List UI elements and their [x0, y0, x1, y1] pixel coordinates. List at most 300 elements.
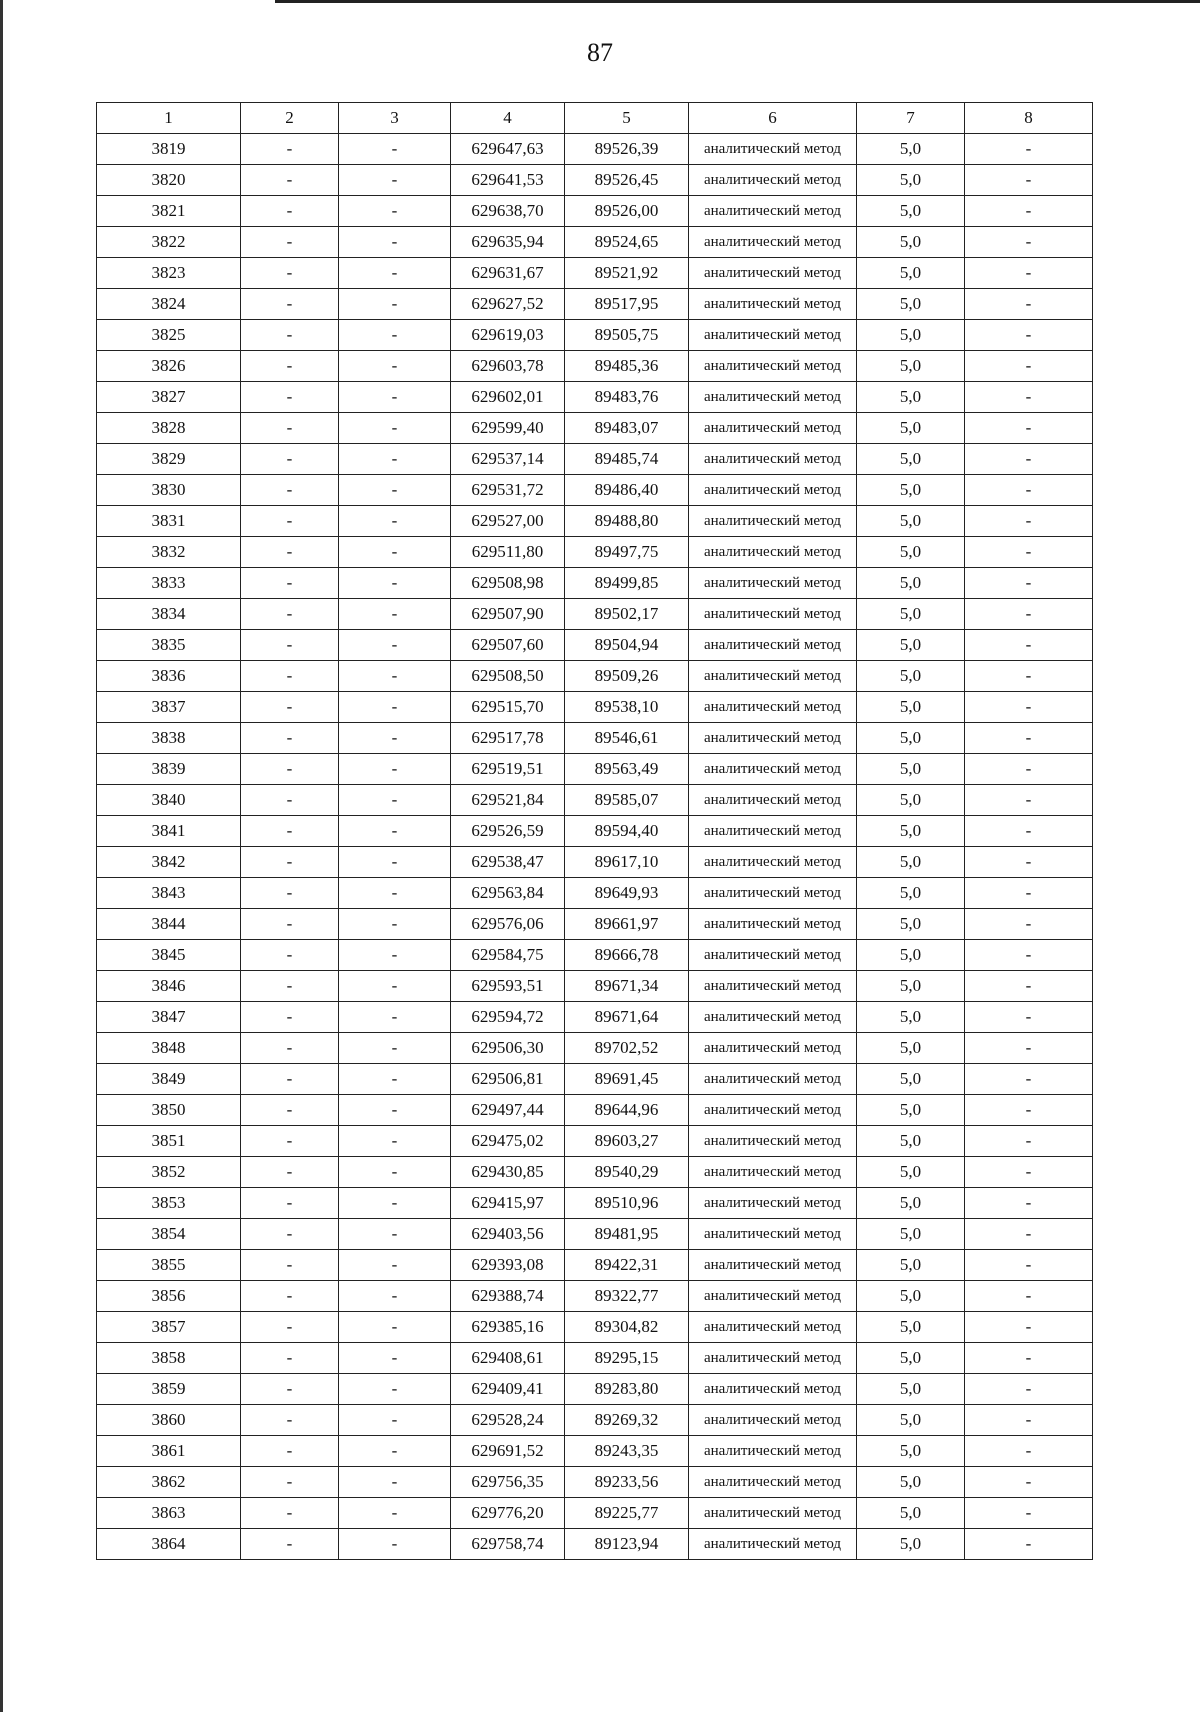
table-cell-col-5: 89563,49 [565, 754, 689, 785]
table-cell-col-3: - [339, 444, 451, 475]
table-cell-col-8: - [965, 1405, 1093, 1436]
table-cell-col-8: - [965, 1250, 1093, 1281]
table-cell-col-5: 89517,95 [565, 289, 689, 320]
table-cell-col-6: аналитический метод [689, 1250, 857, 1281]
table-cell-col-8: - [965, 1219, 1093, 1250]
table-cell-col-1: 3861 [97, 1436, 241, 1467]
table-cell-col-3: - [339, 1002, 451, 1033]
table-cell-col-3: - [339, 785, 451, 816]
table-cell-col-4: 629691,52 [451, 1436, 565, 1467]
table-cell-col-6: аналитический метод [689, 630, 857, 661]
table-cell-col-3: - [339, 847, 451, 878]
table-cell-col-6: аналитический метод [689, 1126, 857, 1157]
table-cell-col-1: 3846 [97, 971, 241, 1002]
table-cell-col-8: - [965, 444, 1093, 475]
table-row [97, 568, 1093, 599]
table-row [97, 1281, 1093, 1312]
table-cell-col-2: - [241, 723, 339, 754]
table-cell-col-1: 3820 [97, 165, 241, 196]
table-cell-col-5: 89483,76 [565, 382, 689, 413]
table-cell-col-5: 89243,35 [565, 1436, 689, 1467]
table-cell-col-3: - [339, 754, 451, 785]
table-cell-col-8: - [965, 692, 1093, 723]
table-cell-col-3: - [339, 971, 451, 1002]
table-cell-col-6: аналитический метод [689, 909, 857, 940]
table-cell-col-4: 629408,61 [451, 1343, 565, 1374]
table-cell-col-8: - [965, 1498, 1093, 1529]
table-cell-col-7: 5,0 [857, 1095, 965, 1126]
table-cell-col-1: 3831 [97, 506, 241, 537]
table-cell-col-1: 3864 [97, 1529, 241, 1560]
table-row [97, 971, 1093, 1002]
table-cell-col-4: 629506,81 [451, 1064, 565, 1095]
table-cell-col-6: аналитический метод [689, 1095, 857, 1126]
table-cell-col-2: - [241, 1064, 339, 1095]
table-cell-col-3: - [339, 1219, 451, 1250]
table-cell-col-7: 5,0 [857, 723, 965, 754]
table-cell-col-7: 5,0 [857, 134, 965, 165]
column-header-5: 5 [565, 103, 689, 134]
table-cell-col-7: 5,0 [857, 1467, 965, 1498]
table-row [97, 134, 1093, 165]
table-cell-col-2: - [241, 909, 339, 940]
table-cell-col-4: 629537,14 [451, 444, 565, 475]
table-cell-col-5: 89661,97 [565, 909, 689, 940]
table-cell-col-2: - [241, 1312, 339, 1343]
table-cell-col-7: 5,0 [857, 475, 965, 506]
table-cell-col-1: 3837 [97, 692, 241, 723]
table-cell-col-2: - [241, 1374, 339, 1405]
table-row [97, 1033, 1093, 1064]
table-cell-col-2: - [241, 661, 339, 692]
table-cell-col-6: аналитический метод [689, 1219, 857, 1250]
table-cell-col-7: 5,0 [857, 1188, 965, 1219]
table-cell-col-7: 5,0 [857, 351, 965, 382]
column-header-2: 2 [241, 103, 339, 134]
table-cell-col-6: аналитический метод [689, 723, 857, 754]
table-cell-col-2: - [241, 599, 339, 630]
table-cell-col-8: - [965, 351, 1093, 382]
table-cell-col-8: - [965, 909, 1093, 940]
column-header-1: 1 [97, 103, 241, 134]
top-border-line [275, 0, 1200, 3]
table-cell-col-8: - [965, 1033, 1093, 1064]
table-cell-col-3: - [339, 289, 451, 320]
table-cell-col-5: 89671,34 [565, 971, 689, 1002]
table-cell-col-6: аналитический метод [689, 692, 857, 723]
table-cell-col-5: 89269,32 [565, 1405, 689, 1436]
table-cell-col-4: 629603,78 [451, 351, 565, 382]
left-border-line [0, 0, 3, 1712]
table-cell-col-3: - [339, 1188, 451, 1219]
table-cell-col-2: - [241, 971, 339, 1002]
page-number: 87 [587, 38, 613, 67]
table-row [97, 444, 1093, 475]
table-cell-col-2: - [241, 537, 339, 568]
table-cell-col-7: 5,0 [857, 1281, 965, 1312]
table-cell-col-4: 629430,85 [451, 1157, 565, 1188]
table-cell-col-1: 3850 [97, 1095, 241, 1126]
table-cell-col-3: - [339, 258, 451, 289]
table-cell-col-4: 629647,63 [451, 134, 565, 165]
table-cell-col-1: 3848 [97, 1033, 241, 1064]
table-cell-col-3: - [339, 351, 451, 382]
table-cell-col-6: аналитический метод [689, 1188, 857, 1219]
table-row [97, 723, 1093, 754]
table-cell-col-8: - [965, 289, 1093, 320]
table-cell-col-2: - [241, 196, 339, 227]
table-cell-col-6: аналитический метод [689, 382, 857, 413]
table-cell-col-4: 629563,84 [451, 878, 565, 909]
table-cell-col-5: 89123,94 [565, 1529, 689, 1560]
table-cell-col-7: 5,0 [857, 320, 965, 351]
table-cell-col-3: - [339, 723, 451, 754]
table-cell-col-1: 3832 [97, 537, 241, 568]
coordinates-table [96, 102, 1093, 1560]
table-cell-col-8: - [965, 878, 1093, 909]
table-row [97, 1188, 1093, 1219]
table-cell-col-8: - [965, 475, 1093, 506]
table-cell-col-7: 5,0 [857, 971, 965, 1002]
table-cell-col-5: 89546,61 [565, 723, 689, 754]
table-cell-col-7: 5,0 [857, 289, 965, 320]
table-cell-col-1: 3824 [97, 289, 241, 320]
table-cell-col-6: аналитический метод [689, 1002, 857, 1033]
table-cell-col-3: - [339, 1126, 451, 1157]
table-cell-col-8: - [965, 1064, 1093, 1095]
table-cell-col-5: 89481,95 [565, 1219, 689, 1250]
table-cell-col-7: 5,0 [857, 940, 965, 971]
table-cell-col-4: 629594,72 [451, 1002, 565, 1033]
table-cell-col-3: - [339, 1467, 451, 1498]
table-cell-col-4: 629415,97 [451, 1188, 565, 1219]
table-row [97, 1467, 1093, 1498]
table-cell-col-8: - [965, 1343, 1093, 1374]
table-cell-col-7: 5,0 [857, 1405, 965, 1436]
table-cell-col-3: - [339, 816, 451, 847]
table-cell-col-2: - [241, 227, 339, 258]
table-cell-col-1: 3854 [97, 1219, 241, 1250]
table-cell-col-8: - [965, 599, 1093, 630]
table-cell-col-1: 3830 [97, 475, 241, 506]
table-cell-col-3: - [339, 506, 451, 537]
table-cell-col-8: - [965, 196, 1093, 227]
table-cell-col-4: 629528,24 [451, 1405, 565, 1436]
table-cell-col-6: аналитический метод [689, 1498, 857, 1529]
table-row [97, 351, 1093, 382]
table-cell-col-8: - [965, 1529, 1093, 1560]
table-cell-col-5: 89504,94 [565, 630, 689, 661]
table-cell-col-2: - [241, 258, 339, 289]
table-cell-col-2: - [241, 1436, 339, 1467]
table-cell-col-7: 5,0 [857, 1002, 965, 1033]
table-row [97, 1157, 1093, 1188]
table-row [97, 1498, 1093, 1529]
column-header-3: 3 [339, 103, 451, 134]
table-cell-col-2: - [241, 1219, 339, 1250]
table-cell-col-5: 89499,85 [565, 568, 689, 599]
table-cell-col-8: - [965, 568, 1093, 599]
table-cell-col-3: - [339, 1064, 451, 1095]
table-cell-col-7: 5,0 [857, 816, 965, 847]
table-cell-col-6: аналитический метод [689, 134, 857, 165]
table-cell-col-4: 629515,70 [451, 692, 565, 723]
table-row [97, 661, 1093, 692]
table-cell-col-5: 89666,78 [565, 940, 689, 971]
table-cell-col-1: 3819 [97, 134, 241, 165]
table-cell-col-5: 89526,39 [565, 134, 689, 165]
table-row [97, 165, 1093, 196]
table-cell-col-2: - [241, 940, 339, 971]
table-cell-col-5: 89644,96 [565, 1095, 689, 1126]
table-cell-col-1: 3826 [97, 351, 241, 382]
table-cell-col-5: 89702,52 [565, 1033, 689, 1064]
table-cell-col-4: 629506,30 [451, 1033, 565, 1064]
table-cell-col-1: 3844 [97, 909, 241, 940]
table-cell-col-3: - [339, 1436, 451, 1467]
table-cell-col-3: - [339, 1374, 451, 1405]
table-cell-col-3: - [339, 909, 451, 940]
table-cell-col-5: 89509,26 [565, 661, 689, 692]
table-cell-col-5: 89585,07 [565, 785, 689, 816]
table-cell-col-6: аналитический метод [689, 1064, 857, 1095]
table-cell-col-4: 629631,67 [451, 258, 565, 289]
table-cell-col-7: 5,0 [857, 444, 965, 475]
table-cell-col-7: 5,0 [857, 909, 965, 940]
table-cell-col-7: 5,0 [857, 537, 965, 568]
table-cell-col-7: 5,0 [857, 630, 965, 661]
table-cell-col-6: аналитический метод [689, 1405, 857, 1436]
table-cell-col-1: 3842 [97, 847, 241, 878]
table-cell-col-6: аналитический метод [689, 816, 857, 847]
table-cell-col-1: 3856 [97, 1281, 241, 1312]
table-cell-col-2: - [241, 413, 339, 444]
table-cell-col-5: 89485,74 [565, 444, 689, 475]
table-row [97, 1343, 1093, 1374]
table-cell-col-7: 5,0 [857, 785, 965, 816]
table-row [97, 630, 1093, 661]
table-cell-col-8: - [965, 258, 1093, 289]
table-cell-col-3: - [339, 1312, 451, 1343]
table-cell-col-4: 629627,52 [451, 289, 565, 320]
table-row [97, 1250, 1093, 1281]
table-cell-col-7: 5,0 [857, 1498, 965, 1529]
table-cell-col-1: 3840 [97, 785, 241, 816]
table-cell-col-2: - [241, 878, 339, 909]
table-cell-col-2: - [241, 692, 339, 723]
table-row [97, 289, 1093, 320]
table-cell-col-6: аналитический метод [689, 227, 857, 258]
table-cell-col-8: - [965, 1157, 1093, 1188]
table-cell-col-7: 5,0 [857, 1343, 965, 1374]
table-cell-col-2: - [241, 847, 339, 878]
table-cell-col-3: - [339, 475, 451, 506]
table-cell-col-6: аналитический метод [689, 1343, 857, 1374]
table-cell-col-7: 5,0 [857, 382, 965, 413]
table-cell-col-7: 5,0 [857, 878, 965, 909]
table-cell-col-8: - [965, 134, 1093, 165]
table-row [97, 227, 1093, 258]
table-cell-col-3: - [339, 1498, 451, 1529]
table-cell-col-1: 3858 [97, 1343, 241, 1374]
table-cell-col-7: 5,0 [857, 754, 965, 785]
table-cell-col-2: - [241, 1281, 339, 1312]
table-cell-col-7: 5,0 [857, 258, 965, 289]
table-cell-col-5: 89322,77 [565, 1281, 689, 1312]
table-cell-col-8: - [965, 1374, 1093, 1405]
table-cell-col-4: 629507,60 [451, 630, 565, 661]
table-cell-col-8: - [965, 382, 1093, 413]
table-cell-col-7: 5,0 [857, 1312, 965, 1343]
table-cell-col-3: - [339, 568, 451, 599]
table-cell-col-6: аналитический метод [689, 1436, 857, 1467]
table-row [97, 754, 1093, 785]
table-cell-col-4: 629599,40 [451, 413, 565, 444]
table-cell-col-7: 5,0 [857, 165, 965, 196]
table-cell-col-5: 89304,82 [565, 1312, 689, 1343]
table-cell-col-5: 89649,93 [565, 878, 689, 909]
table-cell-col-4: 629475,02 [451, 1126, 565, 1157]
table-cell-col-2: - [241, 165, 339, 196]
table-row [97, 909, 1093, 940]
table-cell-col-2: - [241, 1188, 339, 1219]
table-row [97, 1436, 1093, 1467]
table-cell-col-4: 629388,74 [451, 1281, 565, 1312]
table-cell-col-5: 89486,40 [565, 475, 689, 506]
table-cell-col-6: аналитический метод [689, 754, 857, 785]
table-cell-col-2: - [241, 1529, 339, 1560]
table-cell-col-2: - [241, 630, 339, 661]
table-cell-col-4: 629521,84 [451, 785, 565, 816]
table-cell-col-5: 89603,27 [565, 1126, 689, 1157]
table-cell-col-7: 5,0 [857, 1064, 965, 1095]
table-cell-col-4: 629409,41 [451, 1374, 565, 1405]
table-cell-col-3: - [339, 165, 451, 196]
table-row [97, 1529, 1093, 1560]
table-cell-col-6: аналитический метод [689, 506, 857, 537]
table-cell-col-4: 629526,59 [451, 816, 565, 847]
table-cell-col-4: 629641,53 [451, 165, 565, 196]
table-cell-col-6: аналитический метод [689, 444, 857, 475]
table-cell-col-3: - [339, 599, 451, 630]
table-cell-col-6: аналитический метод [689, 971, 857, 1002]
table-cell-col-4: 629517,78 [451, 723, 565, 754]
table-cell-col-7: 5,0 [857, 413, 965, 444]
table-cell-col-7: 5,0 [857, 1436, 965, 1467]
table-row [97, 382, 1093, 413]
table-cell-col-1: 3855 [97, 1250, 241, 1281]
table-row [97, 878, 1093, 909]
table-cell-col-4: 629508,50 [451, 661, 565, 692]
table-cell-col-3: - [339, 196, 451, 227]
table-cell-col-2: - [241, 1033, 339, 1064]
table-cell-col-4: 629507,90 [451, 599, 565, 630]
table-row [97, 1405, 1093, 1436]
table-cell-col-8: - [965, 506, 1093, 537]
table-cell-col-4: 629519,51 [451, 754, 565, 785]
table-cell-col-2: - [241, 134, 339, 165]
table-cell-col-2: - [241, 1498, 339, 1529]
table-cell-col-3: - [339, 537, 451, 568]
table-cell-col-4: 629538,47 [451, 847, 565, 878]
table-cell-col-5: 89510,96 [565, 1188, 689, 1219]
table-cell-col-1: 3828 [97, 413, 241, 444]
table-cell-col-6: аналитический метод [689, 165, 857, 196]
table-cell-col-2: - [241, 1002, 339, 1033]
table-cell-col-3: - [339, 661, 451, 692]
table-cell-col-1: 3845 [97, 940, 241, 971]
table-cell-col-4: 629756,35 [451, 1467, 565, 1498]
table-cell-col-6: аналитический метод [689, 878, 857, 909]
table-cell-col-8: - [965, 1312, 1093, 1343]
table-cell-col-3: - [339, 1157, 451, 1188]
table-cell-col-4: 629497,44 [451, 1095, 565, 1126]
table-cell-col-5: 89594,40 [565, 816, 689, 847]
table-cell-col-6: аналитический метод [689, 196, 857, 227]
table-cell-col-6: аналитический метод [689, 1312, 857, 1343]
table-cell-col-7: 5,0 [857, 847, 965, 878]
table-cell-col-3: - [339, 630, 451, 661]
table-cell-col-4: 629385,16 [451, 1312, 565, 1343]
table-cell-col-1: 3857 [97, 1312, 241, 1343]
table-cell-col-1: 3859 [97, 1374, 241, 1405]
table-cell-col-2: - [241, 568, 339, 599]
table-cell-col-3: - [339, 1343, 451, 1374]
table-cell-col-3: - [339, 692, 451, 723]
table-cell-col-2: - [241, 1126, 339, 1157]
table-cell-col-6: аналитический метод [689, 661, 857, 692]
table-cell-col-6: аналитический метод [689, 1529, 857, 1560]
table-cell-col-3: - [339, 1529, 451, 1560]
table-cell-col-5: 89524,65 [565, 227, 689, 258]
table-cell-col-4: 629511,80 [451, 537, 565, 568]
table-cell-col-2: - [241, 1467, 339, 1498]
table-cell-col-8: - [965, 1436, 1093, 1467]
table-cell-col-2: - [241, 289, 339, 320]
table-cell-col-8: - [965, 1095, 1093, 1126]
table-cell-col-6: аналитический метод [689, 1374, 857, 1405]
table-row [97, 847, 1093, 878]
table-cell-col-7: 5,0 [857, 1374, 965, 1405]
table-cell-col-1: 3862 [97, 1467, 241, 1498]
table-cell-col-5: 89225,77 [565, 1498, 689, 1529]
table-cell-col-7: 5,0 [857, 568, 965, 599]
table-cell-col-6: аналитический метод [689, 289, 857, 320]
table-cell-col-1: 3841 [97, 816, 241, 847]
table-cell-col-5: 89233,56 [565, 1467, 689, 1498]
table-row [97, 1095, 1093, 1126]
table-cell-col-6: аналитический метод [689, 1281, 857, 1312]
table-cell-col-1: 3843 [97, 878, 241, 909]
table-cell-col-1: 3849 [97, 1064, 241, 1095]
table-cell-col-8: - [965, 940, 1093, 971]
table-cell-col-5: 89691,45 [565, 1064, 689, 1095]
table-cell-col-5: 89488,80 [565, 506, 689, 537]
table-cell-col-8: - [965, 413, 1093, 444]
table-cell-col-2: - [241, 1095, 339, 1126]
table-cell-col-2: - [241, 320, 339, 351]
table-cell-col-7: 5,0 [857, 1219, 965, 1250]
table-cell-col-1: 3838 [97, 723, 241, 754]
table-cell-col-4: 629635,94 [451, 227, 565, 258]
table-cell-col-4: 629576,06 [451, 909, 565, 940]
column-header-4: 4 [451, 103, 565, 134]
table-cell-col-6: аналитический метод [689, 847, 857, 878]
table-cell-col-7: 5,0 [857, 1529, 965, 1560]
table-cell-col-2: - [241, 1250, 339, 1281]
table-row [97, 196, 1093, 227]
table-cell-col-6: аналитический метод [689, 599, 857, 630]
